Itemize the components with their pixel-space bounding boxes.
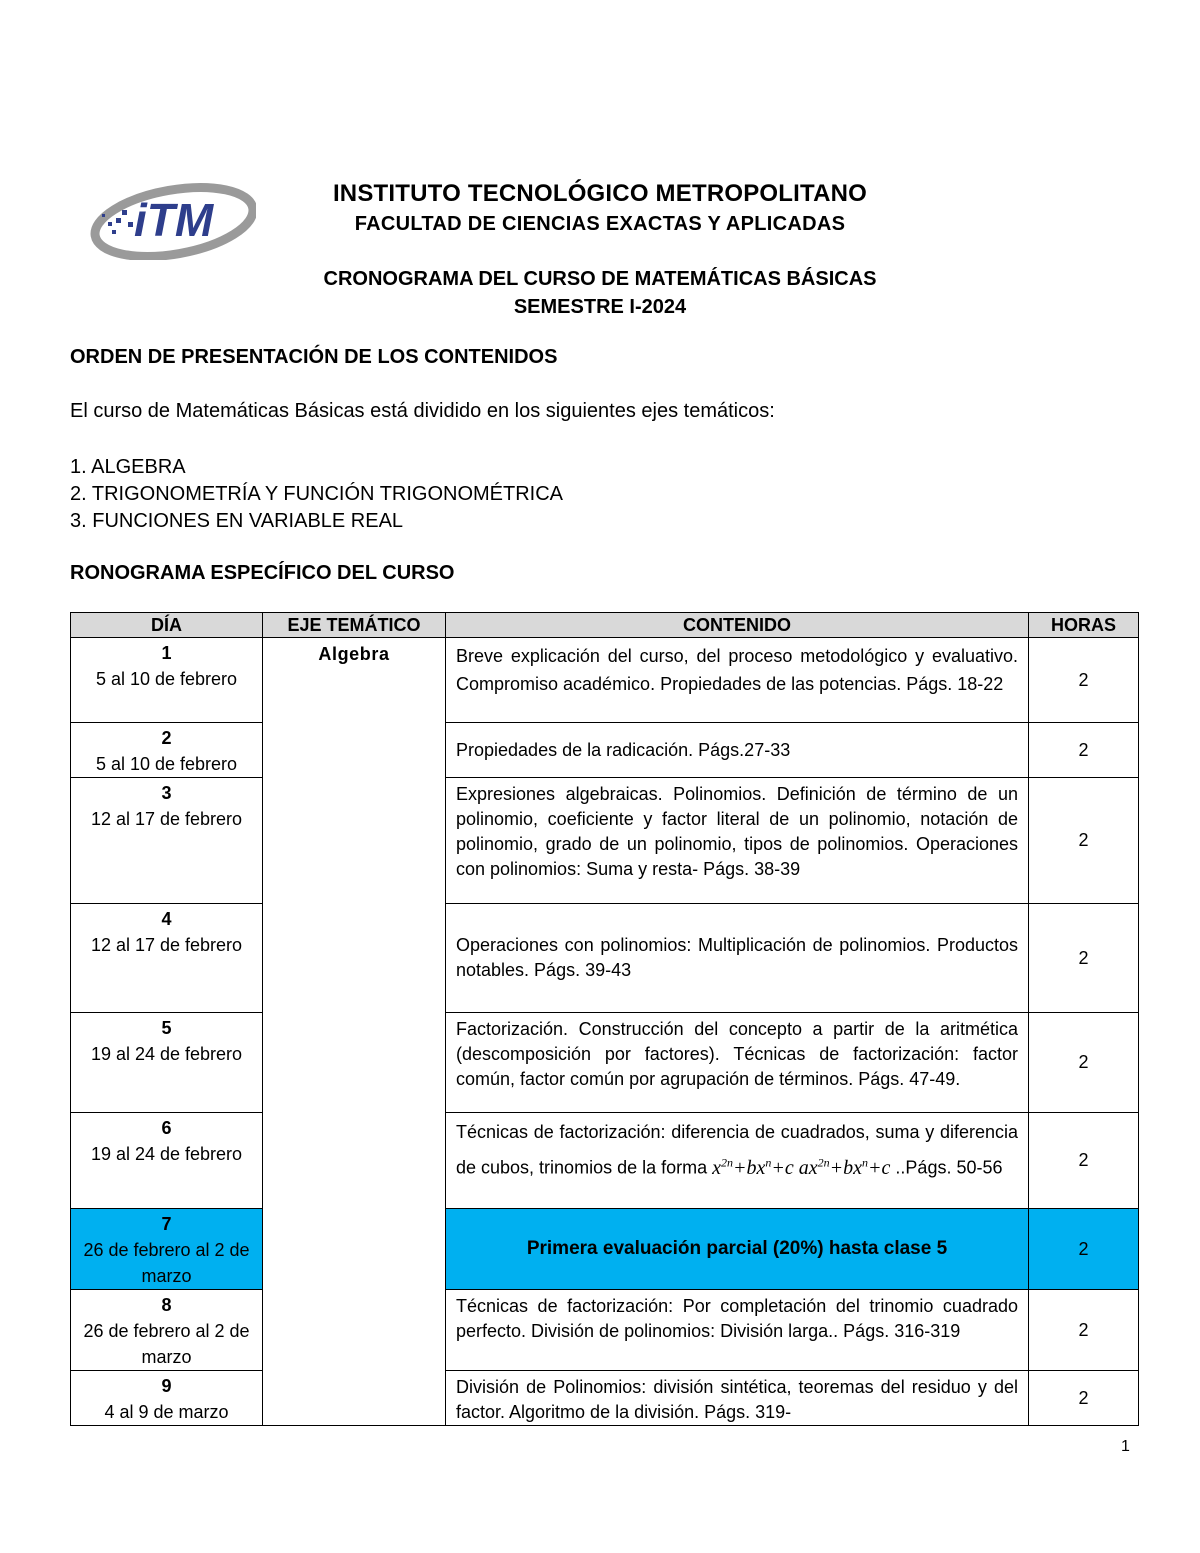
faculty-name: FACULTAD DE CIENCIAS EXACTAS Y APLICADAS: [354, 213, 846, 235]
day-cell: [71, 1113, 263, 1209]
header-content: CONTENIDO: [446, 613, 1029, 638]
day-cell: [71, 904, 263, 1013]
trinomial-formula: $x^{2n}+bx^n+c$: [712, 1155, 794, 1179]
table-row: [71, 723, 1139, 778]
axis-list: [70, 454, 563, 535]
list-item: 2. TRIGONOMETRÍA Y FUNCIÓN TRIGONOMÉTRICA: [70, 483, 564, 505]
table-row: [71, 1371, 1139, 1426]
table-row: [71, 638, 1139, 723]
hours-cell: 2: [1029, 1113, 1139, 1209]
table-row: [71, 1290, 1139, 1371]
header-axis: EJE TEMÁTICO: [263, 613, 446, 638]
svg-text:iTM: iTM: [134, 194, 214, 246]
header-day: DÍA: [71, 613, 263, 638]
hours-cell: 2: [1029, 904, 1139, 1013]
day-dates: 12 al 17 de febrero: [90, 809, 243, 829]
table-row: [71, 904, 1139, 1013]
table-header-row: [71, 613, 1139, 638]
hours-cell: 2: [1029, 1013, 1139, 1113]
institution-name: INSTITUTO TECNOLÓGICO METROPOLITANO: [332, 180, 868, 207]
content-cell: Factorización. Construcción del concepto a partir de la aritmética (descomposición por factores). Técnicas de factorización: factor común, factor común por agrupación de términos. Págs. 47-49.: [446, 1013, 1029, 1113]
day-number: 5: [161, 1018, 172, 1038]
hours-cell: 2: [1029, 723, 1139, 778]
day-dates: 26 de febrero al 2 de marzo: [83, 1321, 250, 1367]
section-order-title: ORDEN DE PRESENTACIÓN DE LOS CONTENIDOS: [70, 346, 558, 368]
day-cell: [71, 778, 263, 904]
list-item: 1. ALGEBRA: [70, 456, 186, 478]
page-number: 1: [1121, 1438, 1130, 1455]
hours-cell: 2: [1029, 1209, 1139, 1290]
content-cell: División de Polinomios: división sintética, teoremas del residuo y del factor. Algoritmo de la división. Págs. 319-: [446, 1371, 1029, 1426]
day-number: 9: [161, 1376, 172, 1396]
header-hours: HORAS: [1029, 613, 1139, 638]
content-cell: Técnicas de factorización: Por completación del trinomio cuadrado perfecto. División de polinomios: División larga.. Págs. 316-319: [446, 1290, 1029, 1371]
axis-cell: Algebra: [263, 638, 446, 1426]
hours-cell: 2: [1029, 638, 1139, 723]
content-text: ..Págs. 50-56: [890, 1157, 1003, 1178]
day-number: 7: [161, 1214, 172, 1234]
list-item: 3. FUNCIONES EN VARIABLE REAL: [70, 510, 404, 532]
day-cell: [71, 1290, 263, 1371]
day-dates: 4 al 9 de marzo: [104, 1402, 229, 1422]
day-dates: 19 al 24 de febrero: [90, 1144, 243, 1164]
evaluation-cell: Primera evaluación parcial (20%) hasta clase 5: [446, 1209, 1029, 1290]
hours-cell: 2: [1029, 1290, 1139, 1371]
table-row: [71, 1013, 1139, 1113]
content-cell: Expresiones algebraicas. Polinomios. Definición de término de un polinomio, coeficiente y factor literal de un polinomio, notación de polinomio, grado de un polinomio, tipos de polinomios. Operaciones con polinomios: Suma y resta- Págs. 38-39: [446, 778, 1029, 904]
day-cell: [71, 638, 263, 723]
table-row: [71, 1113, 1139, 1209]
day-number: 1: [161, 643, 172, 663]
day-dates: 12 al 17 de febrero: [90, 935, 243, 955]
day-number: 3: [161, 783, 172, 803]
day-number: 2: [161, 728, 172, 748]
content-cell: [446, 1113, 1029, 1209]
content-cell: Breve explicación del curso, del proceso metodológico y evaluativo. Compromiso académico. Propiedades de las potencias. Págs. 18-22: [446, 638, 1029, 723]
content-cell: Operaciones con polinomios: Multiplicación de polinomios. Productos notables. Págs. 39-43: [446, 904, 1029, 1013]
hours-cell: 2: [1029, 778, 1139, 904]
semester: SEMESTRE I-2024: [513, 296, 687, 318]
day-dates: 5 al 10 de febrero: [95, 669, 238, 689]
day-dates: 19 al 24 de febrero: [90, 1044, 243, 1064]
day-dates: 26 de febrero al 2 de marzo: [83, 1240, 250, 1286]
table-row: [71, 778, 1139, 904]
content-cell: Propiedades de la radicación. Págs.27-33: [446, 723, 1029, 778]
day-dates: 5 al 10 de febrero: [95, 754, 238, 774]
trinomial-formula: $ax^{2n}+bx^n+c$: [798, 1155, 891, 1179]
course-title: CRONOGRAMA DEL CURSO DE MATEMÁTICAS BÁSICAS: [323, 268, 877, 290]
day-cell: [71, 1013, 263, 1113]
day-number: 6: [161, 1118, 172, 1138]
table-row-evaluation: [71, 1209, 1139, 1290]
hours-cell: 2: [1029, 1371, 1139, 1426]
day-number: 8: [161, 1295, 172, 1315]
schedule-table: [70, 612, 1139, 1426]
day-cell: [71, 1209, 263, 1290]
day-number: 4: [161, 909, 172, 929]
day-cell: [71, 723, 263, 778]
content-text: Técnicas de factorización: diferencia de cuadrados, suma y diferencia de cubos, trinomios de la forma: [456, 1122, 1018, 1178]
section-order-intro: El curso de Matemáticas Básicas está dividido en los siguientes ejes temáticos:: [70, 400, 775, 422]
section-schedule-title: RONOGRAMA ESPECÍFICO DEL CURSO: [70, 562, 455, 584]
day-cell: [71, 1371, 263, 1426]
